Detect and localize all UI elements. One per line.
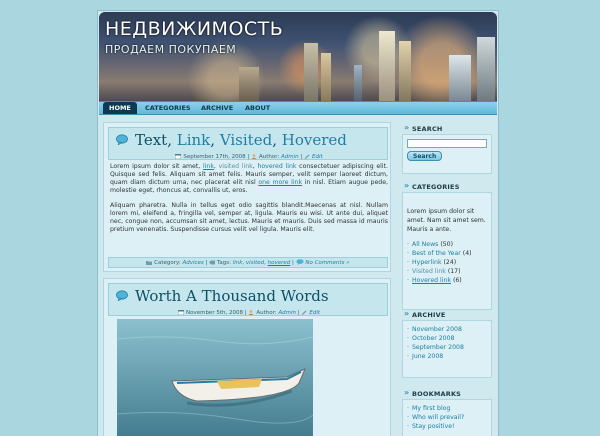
bookmark-item[interactable] xyxy=(407,422,487,431)
author-link[interactable]: Admin xyxy=(281,154,299,160)
categories-description: Lorem ipsum dolor sit amet. Nam sit amet sem. Mauris a ante. xyxy=(407,208,486,233)
edit-link[interactable]: Edit xyxy=(312,154,323,160)
sidebar-categories xyxy=(402,182,492,310)
edit-link[interactable]: Edit xyxy=(309,310,321,316)
calendar-icon xyxy=(178,310,184,315)
category-item[interactable] xyxy=(407,276,487,285)
tag-icon xyxy=(209,260,215,265)
speech-bubble-icon xyxy=(116,134,128,145)
post-title[interactable]: Worth A Thousand Words xyxy=(135,287,329,305)
nav-about[interactable]: ABOUT xyxy=(245,104,271,112)
category-link[interactable]: Hovered link xyxy=(412,277,451,284)
post-body-p2: Aliquam pharetra. Nulla in tellus eget odio sagittis blandit.Maecenas at nisl. Nullam lorem mi, eleifend a, fringilla vel, semper at, ligula. Mauris eu wisi. Ut ante dui, aliquet nec, congue non, accumsan sit amet, lectus. Mauris et mauris. Duis sed massa id mauris pretium venenatis. Suspendisse cursus velit vel ligula. Mauris elit. xyxy=(110,202,388,233)
archive-item[interactable] xyxy=(407,325,487,334)
archive-panel xyxy=(402,320,492,378)
post-title[interactable] xyxy=(135,131,347,149)
author-label: Author: xyxy=(258,154,280,160)
bookmark-link[interactable]: Stay positive! xyxy=(412,423,455,430)
sidebar-bookmarks xyxy=(402,389,492,436)
city-skyline xyxy=(239,67,259,101)
post-body-p1 xyxy=(110,163,388,195)
category-link[interactable]: Visited link xyxy=(412,268,446,275)
title-separator: , xyxy=(272,131,282,149)
city-building xyxy=(477,37,495,101)
bookmark-link[interactable]: My first blog xyxy=(412,405,451,412)
body-link-more[interactable]: one more link xyxy=(258,179,303,186)
category-count: (24) xyxy=(443,259,457,266)
category-link[interactable]: Advices xyxy=(182,260,204,266)
search-input[interactable] xyxy=(407,139,487,148)
archive-link[interactable]: September 2008 xyxy=(412,344,464,351)
title-text: Text, xyxy=(135,131,177,149)
main-nav xyxy=(99,101,497,115)
category-item[interactable] xyxy=(407,267,487,276)
bookmarks-panel xyxy=(402,399,492,436)
category-item[interactable] xyxy=(407,258,487,267)
nav-home[interactable]: HOME xyxy=(103,102,137,114)
folder-icon xyxy=(146,260,152,265)
categories-panel xyxy=(402,192,492,310)
archive-item[interactable] xyxy=(407,352,487,361)
city-building xyxy=(321,53,331,101)
calendar-icon xyxy=(175,154,181,159)
pencil-icon xyxy=(301,310,307,315)
body-link[interactable]: link xyxy=(202,163,214,170)
archive-link[interactable]: October 2008 xyxy=(412,335,455,342)
archive-item[interactable] xyxy=(407,334,487,343)
post-meta: November 5th, 2008 | Author: Admin | Edit xyxy=(109,310,389,316)
title-link: Link xyxy=(176,131,211,149)
category-count: (6) xyxy=(452,277,462,284)
city-building xyxy=(379,31,395,101)
archive-link[interactable]: November 2008 xyxy=(412,326,462,333)
nav-categories[interactable]: CATEGORIES xyxy=(145,104,191,112)
city-building xyxy=(449,55,471,101)
boat-photo xyxy=(117,319,313,436)
sidebar-title: » ARCHIVE xyxy=(402,310,492,320)
category-link[interactable]: All News xyxy=(412,241,439,248)
pencil-icon xyxy=(304,154,310,159)
post-date: September 17th, 2008 xyxy=(183,154,246,160)
site-title[interactable]: НЕДВИЖИМОСТЬ xyxy=(105,18,284,40)
category-item[interactable] xyxy=(407,240,487,249)
user-icon xyxy=(251,154,257,159)
city-building xyxy=(354,65,362,101)
site-tagline: ПРОДАЕМ ПОКУПАЕМ xyxy=(105,43,237,56)
category-count: (17) xyxy=(447,268,461,275)
author-label: Author: xyxy=(256,310,277,316)
header-banner xyxy=(99,12,497,101)
body-text: Lorem ipsum dolor sit amet, xyxy=(110,163,203,170)
sidebar-title: » SEARCH xyxy=(402,124,492,134)
category-label: Category: xyxy=(154,260,181,266)
body-text: consectetuer adipiscing elit. Quisque sed felis. Aliquam sit amet felis. Mauris semper, velit semper laoreet dictum, quam diam dictum urna, nec placerat elit nisl xyxy=(110,163,389,186)
archive-link[interactable]: June 2008 xyxy=(412,353,444,360)
archive-item[interactable] xyxy=(407,343,487,352)
title-hovered: Hovered xyxy=(281,131,347,149)
category-count: (4) xyxy=(462,250,472,257)
sidebar-archive xyxy=(402,310,492,378)
post-2 xyxy=(103,278,391,436)
tag-link[interactable]: link xyxy=(232,260,243,266)
category-count: (50) xyxy=(440,241,454,248)
bookmark-item[interactable] xyxy=(407,413,487,422)
sidebar-search xyxy=(402,124,492,174)
category-link[interactable]: Hyperlink xyxy=(412,259,442,266)
body-visited-link[interactable]: visited link xyxy=(218,163,253,170)
post-header xyxy=(108,127,388,160)
author-link[interactable]: Admin xyxy=(278,310,296,316)
bookmark-item[interactable] xyxy=(407,404,487,413)
city-building xyxy=(399,41,411,101)
comment-icon xyxy=(296,259,304,265)
title-separator: , xyxy=(210,131,220,149)
post-date: November 5th, 2008 xyxy=(185,310,243,316)
body-text: in nisl. Etiam augue pede, molestie eget, rhoncus at, convallis ut, eros. xyxy=(110,179,388,194)
comments-link[interactable]: No Comments » xyxy=(305,260,350,266)
city-building xyxy=(304,43,318,101)
category-item[interactable] xyxy=(407,249,487,258)
body-hovered-link[interactable]: hovered link xyxy=(257,163,297,170)
page-wrapper xyxy=(97,10,499,436)
body-text: , xyxy=(213,163,219,170)
nav-archive[interactable]: ARCHIVE xyxy=(201,104,234,112)
title-visited: Visited xyxy=(219,131,273,149)
post-header xyxy=(108,283,388,316)
tags-label: Tags: xyxy=(216,260,231,266)
post-footer: Category: Advices | Tags: link, visited, hovered | No Comments » xyxy=(108,257,388,268)
boat-image xyxy=(117,319,313,436)
speech-bubble-icon xyxy=(116,290,128,301)
body-text: , xyxy=(252,163,258,170)
user-icon xyxy=(248,310,254,315)
post-1 xyxy=(103,122,391,272)
search-button[interactable]: Search xyxy=(407,151,442,161)
bookmark-link[interactable]: Who will prevail? xyxy=(412,414,465,421)
sidebar-title: » BOOKMARKS xyxy=(402,389,492,399)
search-panel xyxy=(402,134,492,174)
tag-link[interactable]: hovered xyxy=(267,260,291,266)
category-link[interactable]: Best of the Year xyxy=(412,250,461,257)
post-meta: September 17th, 2008 | Author: Admin | Edit xyxy=(109,154,389,160)
sidebar-title: » CATEGORIES xyxy=(402,182,492,192)
tag-link[interactable]: visited xyxy=(245,260,265,266)
